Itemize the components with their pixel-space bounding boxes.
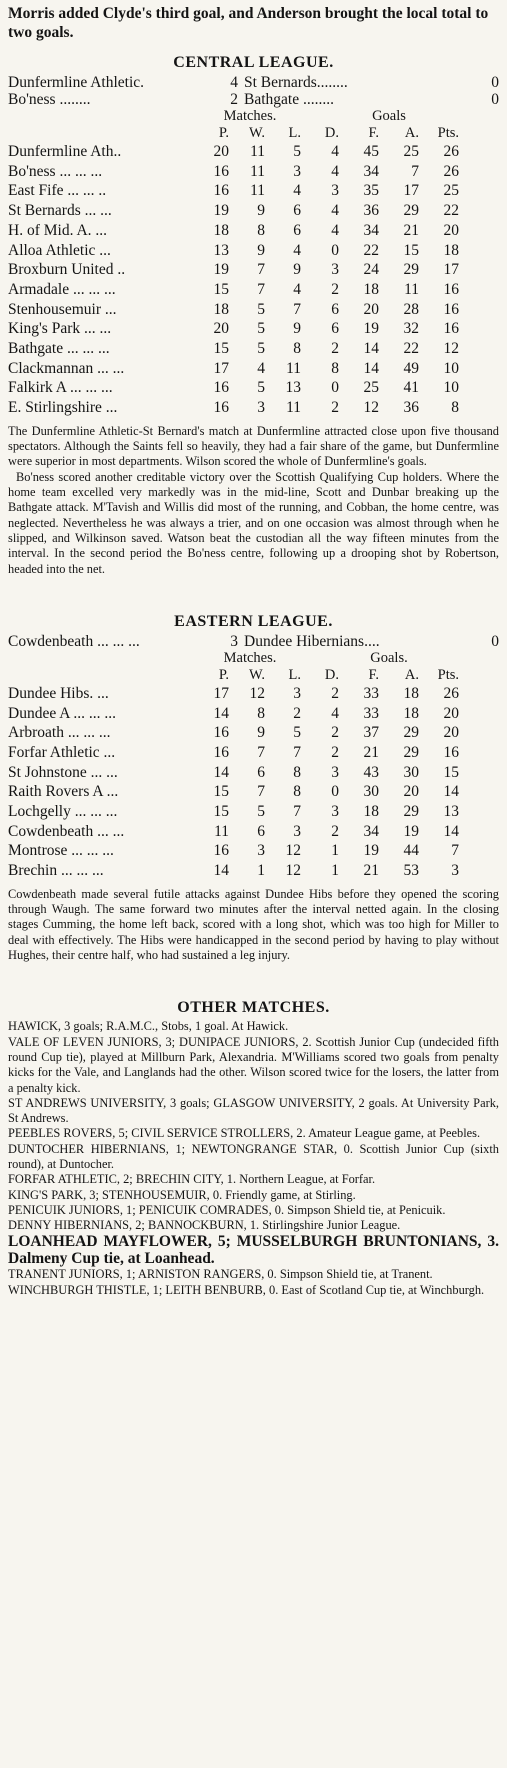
cell-points: 8 [451,399,459,417]
match-report: The Dunfermline Athletic-St Bernard's match at Dunfermline attracted close upon five thousand spectators. Although the Saints fell so heavily, they had a fair share of the game, but Dunfermline were superior in most departments. Wilson scored the whole of Dunfermline's goals. [8,423,499,469]
cell-points: 26 [443,684,459,702]
match-result: DENNY HIBERNIANS, 2; BANNOCKBURN, 1. Stirlingshire Junior League. [8,1218,401,1233]
cell-drawn: 0 [331,783,339,801]
cell-won: 7 [257,280,265,298]
cell-team: E. Stirlingshire ... [8,399,118,417]
cell-played: 16 [213,379,229,397]
cell-goals-against: 32 [403,320,419,338]
cell-won: 3 [257,842,265,860]
cell-lost: 7 [293,803,301,821]
eastern-league-table [8,684,499,881]
col-played: P. [218,125,229,141]
cell-lost: 8 [293,783,301,801]
cell-won: 9 [257,202,265,220]
cell-drawn: 1 [331,862,339,880]
cell-won: 7 [257,743,265,761]
cell-points: 14 [443,783,459,801]
cell-team: Armadale ... ... ... [8,280,116,298]
cell-drawn: 2 [331,743,339,761]
cell-won: 8 [257,221,265,239]
cell-goals-for: 36 [363,202,379,220]
cell-lost: 12 [285,862,301,880]
home-goals: 3 [230,632,238,650]
table-row [8,861,499,881]
cell-won: 12 [249,684,265,702]
cell-goals-for: 43 [363,763,379,781]
cell-won: 9 [257,724,265,742]
cell-team: St Bernards ... ... [8,202,112,220]
cell-team: Cowdenbeath ... ... [8,822,125,840]
cell-drawn: 0 [331,379,339,397]
table-row [8,723,499,743]
cell-team: Broxburn United .. [8,261,126,279]
cell-drawn: 4 [331,202,339,220]
cell-lost: 12 [285,842,301,860]
cell-drawn: 6 [331,320,339,338]
cell-points: 26 [443,162,459,180]
col-drawn: D. [324,125,339,141]
table-row [8,319,499,339]
cell-team: Arbroath ... ... ... [8,724,111,742]
table-row [8,181,499,201]
cell-points: 13 [443,803,459,821]
cell-goals-against: 41 [403,379,419,397]
away-goals: 0 [491,632,499,650]
cell-lost: 9 [293,320,301,338]
cell-goals-for: 34 [363,822,379,840]
cell-played: 16 [213,842,229,860]
away-team: St Bernards........ [244,74,348,91]
cell-drawn: 4 [331,221,339,239]
table-row [8,802,499,822]
goals-label: Goals. [370,649,408,666]
cell-team: Dundee Hibs. ... [8,684,109,702]
cell-goals-against: 25 [403,143,419,160]
col-lost: L. [288,666,301,683]
col-points: Pts. [437,125,459,141]
cell-goals-against: 29 [403,743,419,761]
cell-lost: 3 [293,684,301,702]
cell-points: 18 [443,241,459,259]
col-against: A. [404,125,419,141]
cell-points: 20 [443,221,459,239]
matches-label: Matches. [223,649,277,666]
cell-played: 19 [213,261,229,279]
cell-points: 17 [443,261,459,279]
cell-played: 11 [214,822,229,840]
cell-goals-against: 49 [403,359,419,377]
away-team: Bathgate ........ [244,91,334,108]
cell-drawn: 3 [331,182,339,200]
cell-points: 20 [443,724,459,742]
cell-played: 14 [213,763,229,781]
away-goals: 0 [491,91,499,108]
cell-goals-against: 21 [403,221,419,239]
match-result: HAWICK, 3 goals; R.A.M.C., Stobs, 1 goal. At Hawick. [8,1019,289,1034]
cell-drawn: 2 [331,340,339,358]
cell-goals-for: 34 [363,162,379,180]
cell-goals-for: 30 [363,783,379,801]
cell-drawn: 4 [331,162,339,180]
table-row [8,704,499,724]
table-row [8,221,499,241]
cell-goals-for: 19 [363,320,379,338]
cell-played: 20 [213,143,229,160]
col-won: W. [249,125,265,141]
cell-played: 20 [213,320,229,338]
cell-played: 13 [213,241,229,259]
central-league-table [8,142,499,418]
cell-goals-against: 29 [403,261,419,279]
table-row [8,782,499,802]
col-against: A. [404,666,419,683]
cell-drawn: 2 [331,399,339,417]
cell-team: Montrose ... ... ... [8,842,114,860]
table-column-header [8,125,499,142]
cell-points: 14 [443,822,459,840]
cell-team: Clackmannan ... ... [8,359,125,377]
cell-played: 15 [213,280,229,298]
cell-goals-against: 36 [403,399,419,417]
home-goals: 4 [230,74,238,91]
cell-goals-against: 18 [403,704,419,722]
table-row [8,378,499,398]
col-won: W. [249,666,265,683]
cell-goals-against: 29 [403,803,419,821]
cell-won: 4 [257,359,265,377]
cell-points: 3 [451,862,459,880]
cell-points: 25 [443,182,459,200]
cell-won: 6 [257,822,265,840]
table-group-header [8,108,499,125]
cell-won: 7 [257,783,265,801]
cell-lost: 4 [293,182,301,200]
cell-played: 17 [213,359,229,377]
table-row [8,201,499,221]
cell-points: 15 [443,763,459,781]
cell-won: 3 [257,399,265,417]
cell-lost: 3 [293,162,301,180]
cell-goals-for: 22 [363,241,379,259]
table-group-header [8,650,499,667]
cell-lost: 4 [293,280,301,298]
cell-played: 15 [213,783,229,801]
table-row [8,280,499,300]
cell-played: 16 [213,162,229,180]
cell-lost: 7 [293,300,301,318]
cell-points: 12 [443,340,459,358]
match-result: LOANHEAD MAYFLOWER, 5; MUSSELBURGH BRUNTONIANS, 3. Dalmeny Cup tie, at Loanhead. [8,1233,499,1268]
cell-played: 16 [213,724,229,742]
cell-drawn: 4 [331,143,339,160]
cell-goals-against: 7 [411,162,419,180]
col-for: F. [368,666,379,683]
result-line [8,633,499,650]
cell-won: 8 [257,704,265,722]
cell-goals-for: 24 [363,261,379,279]
table-column-header [8,667,499,684]
cell-drawn: 4 [331,704,339,722]
cell-lost: 11 [286,399,301,417]
home-team: Cowdenbeath ... ... ... [8,632,140,650]
cell-team: Dunfermline Ath.. [8,143,122,160]
cell-goals-for: 12 [363,399,379,417]
cell-goals-for: 19 [363,842,379,860]
cell-drawn: 2 [331,684,339,702]
cell-won: 7 [257,261,265,279]
table-row [8,841,499,861]
cell-lost: 5 [293,724,301,742]
cell-goals-against: 53 [403,862,419,880]
cell-goals-for: 45 [363,143,379,160]
cell-goals-for: 33 [363,684,379,702]
cell-lost: 6 [293,221,301,239]
cell-team: King's Park ... ... [8,320,112,338]
table-row [8,142,499,162]
match-result: PENICUIK JUNIORS, 1; PENICUIK COMRADES, 0. Simpson Shield tie, at Penicuik. [8,1202,446,1217]
cell-drawn: 3 [331,763,339,781]
cell-lost: 5 [293,143,301,160]
cell-goals-for: 20 [363,300,379,318]
cell-played: 19 [213,202,229,220]
cell-points: 10 [443,379,459,397]
match-result: KING'S PARK, 3; STENHOUSEMUIR, 0. Friendly game, at Stirling. [8,1187,356,1202]
cell-points: 16 [443,320,459,338]
cell-played: 18 [213,221,229,239]
table-row [8,339,499,359]
cell-lost: 8 [293,763,301,781]
match-result: TRANENT JUNIORS, 1; ARNISTON RANGERS, 0. Simpson Shield tie, at Tranent. [8,1267,433,1282]
cell-goals-for: 34 [363,221,379,239]
cell-points: 16 [443,280,459,298]
cell-goals-for: 37 [363,724,379,742]
cell-lost: 8 [293,340,301,358]
cell-drawn: 6 [331,300,339,318]
table-row [8,359,499,379]
cell-drawn: 3 [331,803,339,821]
cell-team: Alloa Athletic ... [8,241,111,259]
cell-won: 5 [257,340,265,358]
cell-goals-for: 35 [363,182,379,200]
cell-points: 26 [443,143,459,160]
cell-lost: 4 [293,241,301,259]
cell-goals-for: 25 [363,379,379,397]
table-row [8,822,499,842]
cell-goals-for: 14 [363,359,379,377]
cell-goals-for: 21 [363,743,379,761]
col-played: P. [218,666,229,683]
cell-goals-against: 20 [403,783,419,801]
table-row [8,300,499,320]
cell-goals-against: 15 [403,241,419,259]
cell-team: Bathgate ... ... ... [8,340,110,358]
table-row [8,260,499,280]
other-matches-section [8,997,499,1298]
cell-goals-against: 18 [403,684,419,702]
cell-points: 22 [443,202,459,220]
cell-points: 10 [443,359,459,377]
cell-won: 5 [257,803,265,821]
table-row [8,684,499,704]
cell-points: 7 [451,842,459,860]
col-points: Pts. [437,666,459,683]
cell-won: 1 [257,862,265,880]
away-team: Dundee Hibernians.... [244,632,380,650]
cell-played: 16 [213,743,229,761]
away-goals: 0 [491,74,499,91]
cell-team: H. of Mid. A. ... [8,221,108,239]
match-report: Bo'ness scored another creditable victory over the Scottish Qualifying Cup holders. Where the home team excelled very markedly was in the mid-line, Scott and Dunbar breaking up the Bathgate attack. M'Tavish and Willis did most of the running, and Cobban, the home centre, was neglected. Nevertheless he was always a trier, and on one occasion was almost through when he slipped, and Wilkinson saved. Watson beat the custodian all the way fifteen minutes from the interval. In the second period the Bo'ness centre, following up a drooping shot by Robertson, headed into the net. [8,469,499,576]
table-row [8,743,499,763]
match-result: PEEBLES ROVERS, 5; CIVIL SERVICE STROLLERS, 2. Amateur League game, at Peebles. [8,1126,481,1141]
eastern-league-heading: EASTERN LEAGUE. [174,612,333,630]
match-result: FORFAR ATHLETIC, 2; BRECHIN CITY, 1. Northern League, at Forfar. [8,1172,376,1187]
match-result: VALE OF LEVEN JUNIORS, 3; DUNIPACE JUNIORS, 2. Scottish Junior Cup (undecided fifth round Cup tie), played at Millburn Park, Alexandria. M'Williams scored two goals from penalty kicks for the Vale, and Langlands had the other. Wilson scored twice for the losers, the latter from a penalty kick. [8,1034,499,1095]
cell-goals-for: 14 [363,340,379,358]
cell-drawn: 1 [331,842,339,860]
result-line [8,91,499,108]
col-lost: L. [288,125,301,141]
cell-lost: 13 [285,379,301,397]
cell-goals-for: 18 [363,803,379,821]
cell-lost: 2 [293,704,301,722]
cell-team: Brechin ... ... ... [8,862,104,880]
cell-goals-against: 30 [403,763,419,781]
cell-drawn: 2 [331,822,339,840]
cell-team: East Fife ... ... .. [8,182,107,200]
other-matches-heading: OTHER MATCHES. [177,999,330,1017]
match-result: WINCHBURGH THISTLE, 1; LEITH BENBURB, 0. East of Scotland Cup tie, at Winchburgh. [8,1282,485,1297]
cell-won: 11 [250,143,265,160]
cell-played: 14 [213,704,229,722]
cell-lost: 9 [293,261,301,279]
cell-points: 16 [443,300,459,318]
cell-goals-against: 28 [403,300,419,318]
table-row [8,398,499,418]
cell-drawn: 2 [331,724,339,742]
match-result: ST ANDREWS UNIVERSITY, 3 goals; GLASGOW UNIVERSITY, 2 goals. At University Park, St Andrews. [8,1095,499,1126]
cell-won: 5 [257,300,265,318]
cell-goals-for: 33 [363,704,379,722]
home-team: Bo'ness ........ [8,91,91,108]
table-row [8,763,499,783]
cell-won: 6 [257,763,265,781]
eastern-league-section [8,611,499,964]
result-line [8,74,499,91]
match-result: DUNTOCHER HIBERNIANS, 1; NEWTONGRANGE STAR, 0. Scottish Junior Cup (sixth round), at Duntocher. [8,1141,499,1171]
cell-played: 16 [213,399,229,417]
cell-won: 11 [250,182,265,200]
cell-played: 15 [213,803,229,821]
cell-goals-against: 29 [403,202,419,220]
cell-won: 9 [257,241,265,259]
cell-team: St Johnstone ... ... [8,763,118,781]
cell-goals-against: 19 [403,822,419,840]
cell-team: Forfar Athletic ... [8,743,116,761]
cell-lost: 3 [293,822,301,840]
matches-label: Matches. [223,108,277,124]
other-matches-list [8,1019,499,1298]
cell-goals-for: 18 [363,280,379,298]
cell-played: 15 [213,340,229,358]
match-report: Cowdenbeath made several futile attacks against Dundee Hibs before they opened the scoring through Waugh. The same forward two minutes after the interval netted again. In the closing stages Cumming, the home left back, scored with a long shot, which was too high for Miller to deal with effectively. The Hibs were handicapped in the second period by having to play without Hughes, their centre half, who had sustained a leg injury. [8,886,499,963]
home-team: Dunfermline Athletic. [8,74,145,91]
col-drawn: D. [324,666,339,683]
cell-played: 18 [213,300,229,318]
cell-drawn: 2 [331,280,339,298]
lead-paragraph: Morris added Clyde's third goal, and Anderson brought the local total to two goals. [8,5,489,41]
col-for: F. [368,125,379,141]
cell-team: Falkirk A ... ... ... [8,379,113,397]
cell-team: Raith Rovers A ... [8,783,119,801]
cell-won: 5 [257,379,265,397]
cell-team: Bo'ness ... ... ... [8,162,103,180]
cell-points: 20 [443,704,459,722]
cell-goals-against: 17 [403,182,419,200]
cell-team: Dundee A ... ... ... [8,704,117,722]
cell-goals-against: 22 [403,340,419,358]
table-row [8,162,499,182]
cell-goals-for: 21 [363,862,379,880]
cell-goals-against: 29 [403,724,419,742]
cell-drawn: 8 [331,359,339,377]
cell-lost: 7 [293,743,301,761]
cell-goals-against: 44 [403,842,419,860]
cell-drawn: 0 [331,241,339,259]
cell-lost: 6 [293,202,301,220]
home-goals: 2 [230,91,238,108]
cell-lost: 11 [286,359,301,377]
cell-played: 17 [213,684,229,702]
cell-won: 5 [257,320,265,338]
cell-points: 16 [443,743,459,761]
cell-goals-against: 11 [404,280,419,298]
central-league-section [8,52,499,577]
cell-team: Lochgelly ... ... ... [8,803,118,821]
central-league-heading: CENTRAL LEAGUE. [173,54,334,71]
cell-played: 16 [213,182,229,200]
cell-drawn: 3 [331,261,339,279]
cell-team: Stenhousemuir ... [8,300,117,318]
goals-label: Goals [372,108,406,124]
cell-won: 11 [250,162,265,180]
cell-played: 14 [213,862,229,880]
table-row [8,241,499,261]
